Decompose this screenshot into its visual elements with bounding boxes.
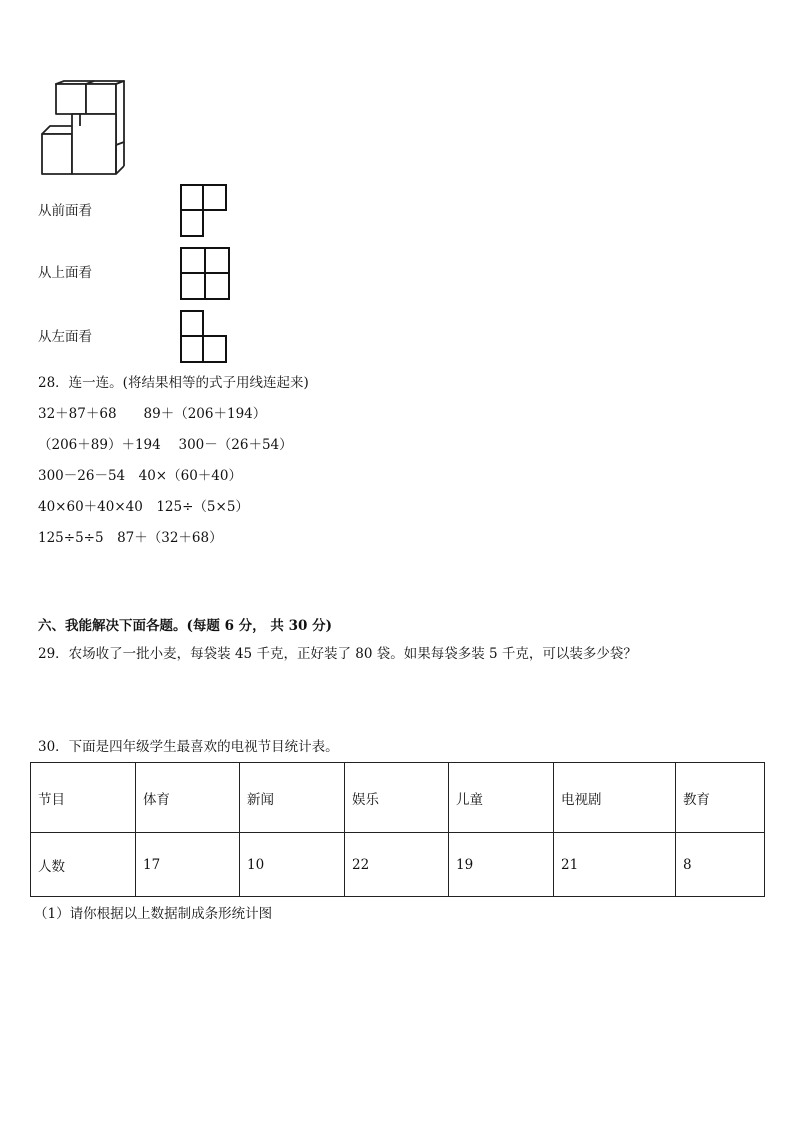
table-header-row: [31, 763, 765, 833]
tv-program-table: [30, 762, 765, 897]
q29-text: 29．农场收了一批小麦，每袋装 45 千克，正好装了 80 袋。如果每袋多装 5 千克，可以装多少袋？: [38, 646, 637, 662]
cube-figure: [36, 78, 136, 178]
q28-line: 300－26－54 40×（60＋40）: [38, 468, 242, 484]
q28-line: 125÷5÷5 87＋（32＋68）: [38, 530, 223, 546]
table-cell: 10: [240, 833, 345, 897]
table-cell: 19: [449, 833, 554, 897]
table-cell: 教育: [676, 763, 765, 833]
table-cell: 17: [136, 833, 240, 897]
table-cell: 8: [676, 833, 765, 897]
table-cell: 节目: [31, 763, 136, 833]
q28-line: （206＋89）＋194 300－（26＋54）: [38, 437, 293, 453]
q30-title: 30．下面是四年级学生最喜欢的电视节目统计表。: [38, 739, 339, 755]
table-cell: 儿童: [449, 763, 554, 833]
q30-sub1: （1）请你根据以上数据制成条形统计图: [34, 906, 273, 922]
top-view-label: 从上面看: [38, 265, 92, 281]
table-cell: 电视剧: [554, 763, 676, 833]
table-cell: 人数: [31, 833, 136, 897]
front-view-label: 从前面看: [38, 203, 92, 219]
q28-line: 40×60＋40×40 125÷（5×5）: [38, 499, 249, 515]
front-view-drawing: [179, 183, 231, 239]
table-cell: 娱乐: [345, 763, 449, 833]
table-cell: 22: [345, 833, 449, 897]
table-cell: 体育: [136, 763, 240, 833]
table-cell: 21: [554, 833, 676, 897]
left-view-drawing: [179, 309, 231, 365]
left-view-label: 从左面看: [38, 329, 92, 345]
top-view-drawing: [179, 246, 233, 302]
section-6-heading: 六、我能解决下面各题。(每题 6 分， 共 30 分): [38, 618, 332, 634]
table-row: [31, 833, 765, 897]
q28-title: 28．连一连。(将结果相等的式子用线连起来): [38, 375, 309, 391]
q28-line: 32＋87＋68 89＋（206＋194）: [38, 406, 267, 422]
table-cell: 新闻: [240, 763, 345, 833]
